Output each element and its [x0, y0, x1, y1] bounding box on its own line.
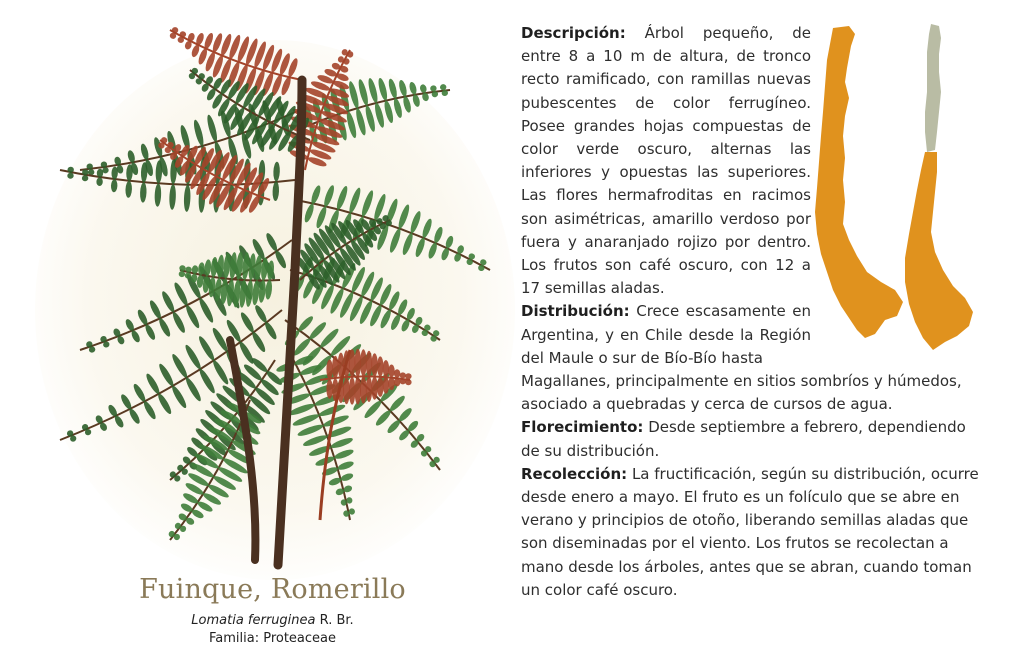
leaflet — [394, 378, 400, 387]
leaflet — [383, 377, 389, 394]
leaflet — [400, 378, 406, 384]
leaflet — [377, 356, 383, 376]
leaflet — [343, 377, 349, 404]
leaflet — [394, 369, 400, 378]
recoleccion-paragraph — [521, 463, 979, 602]
leaflet — [388, 377, 394, 390]
distribucion-heading: Distribución: — [521, 302, 630, 321]
distribucion-paragraph — [521, 300, 811, 370]
descripcion-text: Árbol pequeño, de entre 8 a 10 m de altura, de tronco recto ramificado, con ramillas nuevas pubescentes de color ferrugíneo. Posee grandes hojas compuestas de color verde oscuro, alternas las inferiores y opuestas las superiores. Las flores hermafroditas en racimos son asimétricas, amarillo verdoso por fuera y anaranjado rojizo por dentro. Los frutos son café oscuro, con 12 a 17 semillas aladas. — [521, 24, 811, 298]
leaflet — [405, 373, 411, 379]
florecimiento-paragraph — [521, 416, 979, 462]
leaflet — [371, 353, 377, 376]
species-description — [521, 22, 979, 602]
descripcion-heading: Descripción: — [521, 24, 626, 42]
recoleccion-text: La fructificación, según su distribución, ocurre desde enero a mayo. El fruto es un folículo que se abre en verano y principios de otoño, liberando semillas aladas que son diseminadas por el viento. Los frutos se recolectan a mano desde los árboles, antes que se abran, cuando toman un color café oscuro. — [521, 464, 979, 599]
plant-scientific-name — [0, 613, 545, 628]
florecimiento-text: Desde septiembre a febrero, dependiendo de su distribución. — [521, 418, 966, 460]
leaflet — [366, 376, 372, 402]
scientific-name-author: R. Br. — [319, 613, 354, 628]
leaflet — [355, 349, 361, 377]
florecimiento-heading: Florecimiento: — [521, 418, 644, 437]
leaflet — [332, 356, 338, 379]
descripcion-paragraph — [521, 22, 811, 300]
leaflet — [377, 377, 383, 397]
leaflet — [326, 379, 332, 399]
leaflet — [349, 377, 355, 405]
scientific-name-italic: Lomatia ferruginea — [191, 613, 316, 628]
recoleccion-heading: Recolección: — [521, 464, 628, 483]
distribucion-continued: Magallanes, principalmente en sitios sombríos y húmedos, asociado a quebradas y cerca de cursos de agua. — [521, 372, 962, 414]
leaflet — [400, 372, 406, 378]
leaflet — [388, 365, 394, 378]
leaflet — [405, 379, 411, 385]
leaflet — [366, 351, 372, 377]
plant-family: Familia: Proteaceae — [208, 631, 337, 646]
leaflet — [371, 377, 377, 400]
leaflet — [355, 377, 361, 405]
leaflet — [383, 360, 389, 377]
leaflet — [360, 376, 366, 403]
leaflet — [326, 359, 332, 379]
leaflet — [360, 349, 366, 376]
plant-illustration — [20, 20, 520, 580]
plant-common-name: Fuinque, Romerillo — [139, 574, 406, 605]
distribucion-text-narrow: Crece escasamente en Argentina, y en Chile desde la Región del Maule o sur de Bío-Bío hasta — [521, 302, 811, 367]
